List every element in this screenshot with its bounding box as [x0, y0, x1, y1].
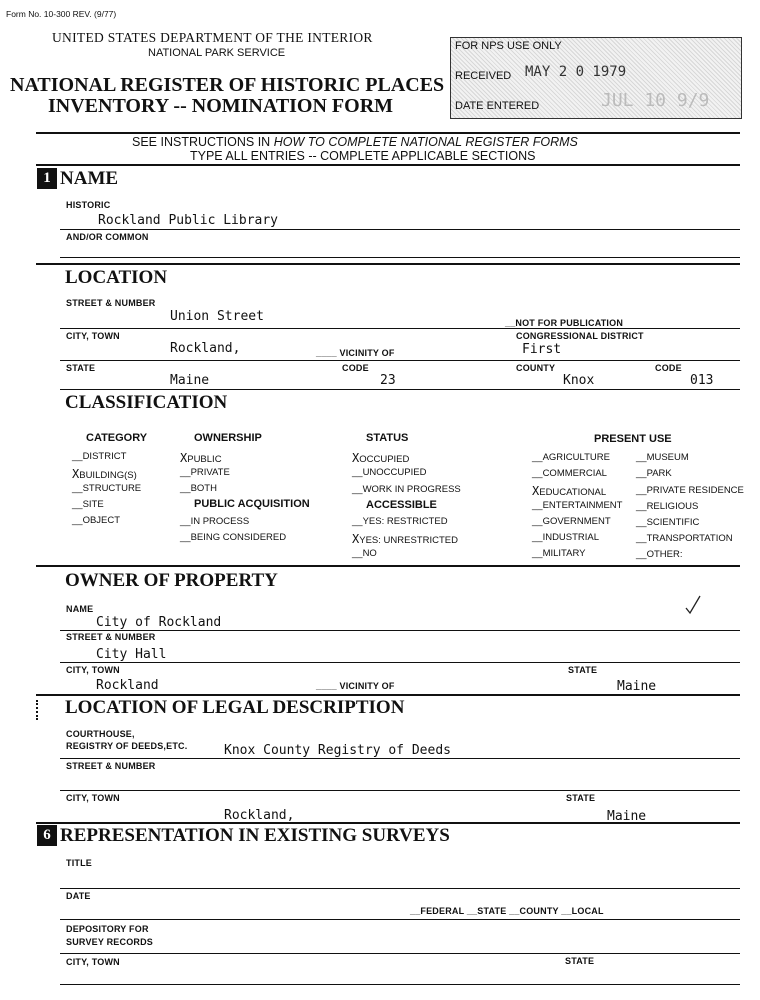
owner-state-value: Maine: [617, 679, 657, 694]
department-name: UNITED STATES DEPARTMENT OF THE INTERIOR: [52, 30, 373, 45]
acq-being-considered: __BEING CONSIDERED: [180, 532, 287, 543]
nps-use-box: [450, 37, 742, 119]
loc-code-value: 23: [380, 373, 396, 388]
use-museum: __MUSEUM: [636, 452, 689, 463]
owner-name-label: NAME: [66, 604, 94, 614]
accessible-no: __NO: [352, 548, 377, 559]
section-number-badge: 1: [37, 168, 57, 189]
section-location-heading: LOCATION: [65, 267, 168, 288]
present-use-header: PRESENT USE: [594, 433, 672, 445]
category-object: __OBJECT: [72, 515, 121, 526]
nps-box-label: FOR NPS USE ONLY: [455, 40, 562, 52]
congress-value: First: [522, 342, 562, 357]
category-site: __SITE: [72, 499, 104, 510]
instructions-line1: SEE INSTRUCTIONS IN HOW TO COMPLETE NATIONAL REGISTER FORMS: [132, 135, 578, 149]
ownership-both: __BOTH: [180, 483, 217, 494]
ownership-header: OWNERSHIP: [194, 432, 262, 444]
received-label: RECEIVED: [455, 70, 512, 82]
section-classification-heading: CLASSIFICATION: [65, 392, 228, 413]
historic-label: HISTORIC: [66, 200, 111, 210]
county-code-value: 013: [690, 373, 714, 388]
use-educational: XEDUCATIONAL: [532, 484, 607, 498]
owner-state-label: STATE: [568, 665, 598, 675]
loc-state-value: Maine: [170, 373, 210, 388]
accessible-header: ACCESSIBLE: [366, 499, 437, 511]
instructions-line2: TYPE ALL ENTRIES -- COMPLETE APPLICABLE SECTIONS: [190, 149, 536, 163]
acquisition-header: PUBLIC ACQUISITION: [194, 498, 310, 510]
use-entertainment: __ENTERTAINMENT: [532, 500, 623, 511]
registry-label: REGISTRY OF DEEDS,ETC.: [66, 741, 188, 751]
loc-city-label: CITY, TOWN: [66, 331, 120, 341]
survey-date-label: DATE: [66, 891, 91, 901]
owner-name-value: City of Rockland: [96, 615, 222, 630]
loc-code-label: CODE: [342, 363, 369, 373]
owner-vicinity: ____ VICINITY OF: [316, 681, 395, 691]
accessible-restricted: __YES: RESTRICTED: [352, 516, 448, 527]
use-religious: __RELIGIOUS: [636, 501, 699, 512]
received-stamp: MAY 2 0 1979: [525, 64, 627, 80]
use-industrial: __INDUSTRIAL: [532, 532, 600, 543]
legal-city-label: CITY, TOWN: [66, 793, 120, 803]
owner-city-label: CITY, TOWN: [66, 665, 120, 675]
ownership-public: XPUBLIC: [180, 451, 222, 465]
courthouse-label: COURTHOUSE,: [66, 729, 135, 739]
section-name-heading: 1 NAME: [37, 168, 118, 190]
depository-label2: SURVEY RECORDS: [66, 937, 153, 947]
loc-street-value: Union Street: [170, 309, 264, 324]
accessible-unrestricted: XYES: UNRESTRICTED: [352, 532, 458, 546]
form-title-line2: INVENTORY -- NOMINATION FORM: [48, 95, 394, 117]
use-government: __GOVERNMENT: [532, 516, 611, 527]
use-transportation: __TRANSPORTATION: [636, 533, 733, 544]
not-for-publication: __NOT FOR PUBLICATION: [505, 318, 624, 328]
category-building: XBUILDING(S): [72, 467, 137, 481]
section-legal-heading: LOCATION OF LEGAL DESCRIPTION: [65, 697, 405, 718]
use-other: __OTHER:: [636, 549, 683, 560]
depository-label1: DEPOSITORY FOR: [66, 924, 149, 934]
use-private-residence: __PRIVATE RESIDENCE: [636, 485, 744, 496]
date-entered-label: DATE ENTERED: [455, 100, 540, 112]
legal-street-label: STREET & NUMBER: [66, 761, 156, 771]
use-park: __PARK: [636, 468, 672, 479]
status-occupied: XOCCUPIED: [352, 451, 410, 465]
status-unoccupied: __UNOCCUPIED: [352, 467, 427, 478]
legal-state-value: Maine: [607, 809, 647, 824]
category-header: CATEGORY: [86, 432, 148, 444]
legal-state-label: STATE: [566, 793, 596, 803]
form-title-line1: NATIONAL REGISTER OF HISTORIC PLACES: [10, 74, 445, 96]
loc-city-value: Rockland,: [170, 341, 241, 356]
county-code-label: CODE: [655, 363, 682, 373]
loc-state-label: STATE: [66, 363, 96, 373]
use-commercial: __COMMERCIAL: [532, 468, 607, 479]
historic-name-value: Rockland Public Library: [98, 213, 279, 228]
section-surveys-heading: 6 REPRESENTATION IN EXISTING SURVEYS: [37, 825, 450, 847]
survey-city-label: CITY, TOWN: [66, 957, 120, 967]
checkmark-icon: [684, 594, 702, 616]
county-label: COUNTY: [516, 363, 556, 373]
section-margin-mark: [36, 700, 40, 720]
service-name: NATIONAL PARK SERVICE: [148, 47, 286, 59]
common-name-label: AND/OR COMMON: [66, 232, 149, 242]
survey-state-label: STATE: [565, 956, 595, 966]
form-number: Form No. 10-300 REV. (9/77): [6, 9, 117, 19]
registry-value: Knox County Registry of Deeds: [224, 743, 451, 758]
owner-city-value: Rockland: [96, 678, 159, 693]
status-header: STATUS: [366, 432, 409, 444]
category-structure: __STRUCTURE: [72, 483, 142, 494]
congress-label: CONGRESSIONAL DISTRICT: [516, 331, 644, 341]
date-entered-stamp: JUL 10 9/9: [601, 90, 710, 111]
acq-in-process: __IN PROCESS: [180, 516, 250, 527]
category-district: __DISTRICT: [72, 451, 127, 462]
county-value: Knox: [563, 373, 595, 388]
loc-vicinity: ____ VICINITY OF: [316, 348, 395, 358]
survey-levels: __FEDERAL __STATE __COUNTY __LOCAL: [410, 906, 604, 916]
use-agriculture: __AGRICULTURE: [532, 452, 610, 463]
owner-street-label: STREET & NUMBER: [66, 632, 156, 642]
survey-title-label: TITLE: [66, 858, 92, 868]
ownership-private: __PRIVATE: [180, 467, 230, 478]
loc-street-label: STREET & NUMBER: [66, 298, 156, 308]
status-work-in-progress: __WORK IN PROGRESS: [352, 484, 461, 495]
legal-city-value: Rockland,: [224, 808, 295, 823]
section-number-badge: 6: [37, 825, 57, 846]
use-military: __MILITARY: [532, 548, 586, 559]
owner-street-value: City Hall: [96, 647, 167, 662]
section-owner-heading: OWNER OF PROPERTY: [65, 570, 278, 591]
use-scientific: __SCIENTIFIC: [636, 517, 700, 528]
